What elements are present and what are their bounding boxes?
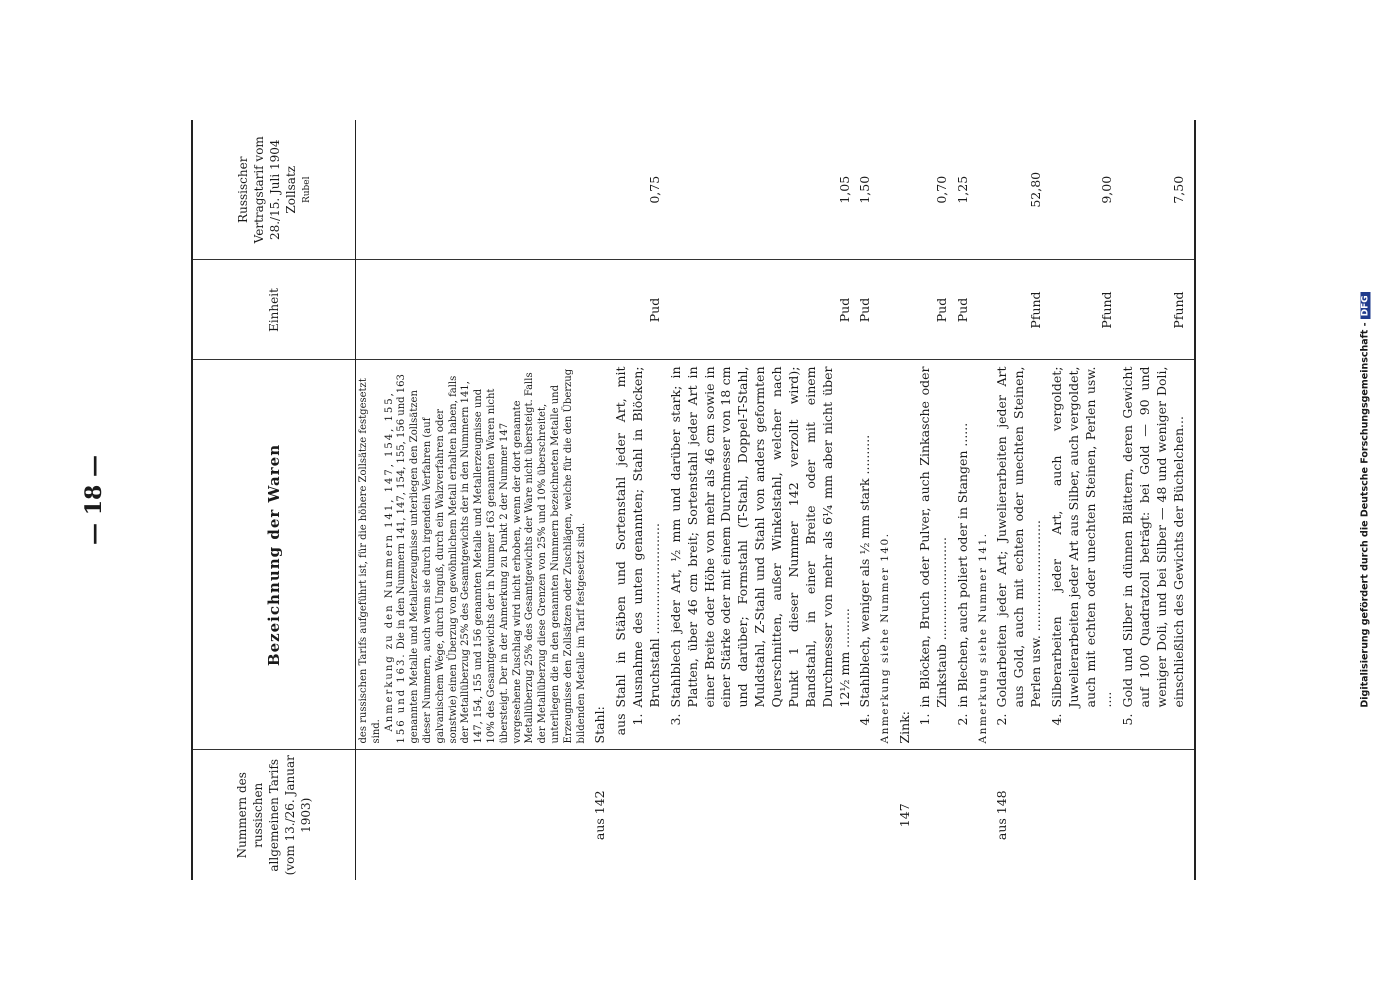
item-description: Silberarbeiten jeder Art, auch vergoldet; Juwelierarbeiten jeder Art aus Silber, auch vergoldet, auch mit echten oder unechten Steinen, Perlen usw. .... [1048,366,1115,708]
item-description: Stahl in Stäben und Sortenstahl jeder Art, mit Ausnahme des unten genannten; Stahl in Blöcken; Bruchstahl ............................ [613,366,662,708]
item-unit: Pud [915,260,953,360]
item-label: 4. [1048,713,1064,726]
tariff-number: 147 [896,803,912,828]
item-description: in Blöcken, Bruch oder Pulver, auch Zinkasche oder Zinkstaub .......................... [917,366,950,708]
item-duty: 1,50 [855,120,876,260]
header-unit: Einheit [192,260,356,360]
intro-row [356,120,591,880]
intro-note-label: Anmerkung zu den Nummern 141, 147, 154, 155, 156 und 163. [383,391,408,744]
item-label: 2. [955,713,971,726]
table-row [992,120,1047,880]
item-unit: Pud [611,260,666,360]
digitization-credit [1360,150,1371,850]
item-duty: 0,75 [611,120,666,260]
table-row [915,120,953,880]
item-label: 5. [1120,713,1136,726]
group-title: Zink: [895,360,916,750]
header-goods-description: Bezeichnung der Waren [192,360,356,750]
item-description: Stahlblech, weniger als ½ mm stark .......... [857,434,873,708]
row-note: Anmerkung siehe Nummer 140. [876,360,894,750]
item-duty: 9,00 [1047,120,1119,260]
table-row [855,120,876,880]
item-unit: Pfund [1047,260,1119,360]
item-unit: Pud [855,260,876,360]
item-label: aus 1. [613,713,646,736]
digitization-credit-text: Digitalisierung gefördert durch die Deutsche Forschungsgemeinschaft - [1359,322,1371,708]
item-label: 1. [917,713,933,726]
table-row [666,120,856,880]
intro-text: des russischen Tarifs aufgeführt ist, für die höhere Zollsätze festgesetzt sind. [358,378,382,744]
header-tariff-number: Nummern des russischen allgemeinen Tarifs (vom 13./26. Januar 1903) [192,750,356,880]
intro-note [384,367,589,744]
tariff-number: aus 148 [994,790,1010,841]
item-label: 4. [857,713,873,726]
page-number: — 18 — [81,455,107,545]
item-label: 2. [994,713,1010,726]
item-duty: 52,80 [992,120,1047,260]
item-unit: Pud [953,260,974,360]
item-unit: Pfund [992,260,1047,360]
header-duty-rate-text: Russischer Vertragstarif vom 28./15. Juli 1904 Zollsatz [235,136,299,244]
tariff-number: aus 142 [592,790,608,841]
header-duty-rate [192,120,356,260]
header-duty-currency: Rubel [302,176,313,204]
item-unit: Pfund [1118,260,1195,360]
item-description: Gold und Silber in dünnen Blättern, deren Gewicht auf 100 Quadratzoll beträgt: bei Gold — 90 und weniger Doli, und bei Silber — 48 und weniger Doli, einschließlich des Gewichts der Büchelchen... [1120,366,1186,708]
item-duty: 1,25 [953,120,974,260]
intro-note-text: Die in den Nummern 141, 147, 154, 155, 156 und 163 genannten Metalle und Metallerzeugnisse unterliegen den Zollsätzen dieser Nummern, auch wenn sie durch irgendein Verfahren (auf galvanischem Wege, durch Umguß, durch ein Walzverfahren oder sonstwie) einen Überzug von gewöhnlichem Metall erhalten haben, falls der Metallüberzug 25% des Gesamtgewichts der in den Nummern 141, 147, 154, 155 und 156 genannten Metalle und Metallerzeugnisse und 10% des Gesamtgewichts der in Nummer 163 genannten Waren nicht übersteigt. Der in der Anmerkung zu Punkt 2 der Nummer 147 vorgesehene Zuschlag wird nicht erhoben, wenn der dort genannte Metallüberzug 25% des Gesamtgewichts der Ware nicht übersteigt. Falls der Metallüberzug diese Grenzen von 25% und 10% überschreitet, unterliegen die in den genannten Nummern bezeichneten Metalle und Erzeugnisse den Zollsätzen oder Zuschlägen, welche für die den Überzug bildenden Metalle im Tarif festgesetzt sind. [396,368,587,744]
row-note: Anmerkung siehe Nummer 141. [974,360,992,750]
item-duty: 0,70 [915,120,953,260]
item-duty: 1,05 [666,120,856,260]
table-row [611,120,666,880]
table-row [953,120,974,880]
item-duty: 7,50 [1118,120,1195,260]
intro-cell [356,360,591,750]
item-unit: Pud [666,260,856,360]
item-description: Goldarbeiten jeder Art; Juwelierarbeiten jeder Art aus Gold, auch mit echten oder unechten Steinen, Perlen usw. ............................ [994,366,1043,708]
table-row [1118,120,1195,880]
item-label: 3. [667,713,683,726]
table-row [1047,120,1119,880]
table-row [590,120,611,880]
table-row [974,120,992,880]
item-description: Stahlblech jeder Art, ½ mm und darüber stark; in Platten, über 46 cm breit; Sortenstahl jeder Art in einer Breite oder Höhe von mehr als 46 cm sowie in einer Stärke oder mit einem Durchmesser von 18 cm und darüber; Formstahl (T-Stahl, Doppel-T-Stahl, Muldstahl, Z-Stahl und Stahl von anders geformten Querschnitten, außer Winkelstahl, welcher nach Punkt 1 dieser Nummer 142 verzollt wird); Bandstahl, in einer Breite oder mit einem Durchmesser von mehr als 6¼ mm aber nicht über 12½ mm .......... [667,366,852,708]
item-description: in Blechen, auch poliert oder in Stangen ...... [955,422,971,708]
table-row [876,120,894,880]
dfg-logo: DFG [1361,292,1371,319]
tariff-table [191,120,1196,880]
table-header-row [192,120,356,880]
table-row [895,120,916,880]
document-page [66,120,1316,880]
group-title: Stahl: [590,360,611,750]
